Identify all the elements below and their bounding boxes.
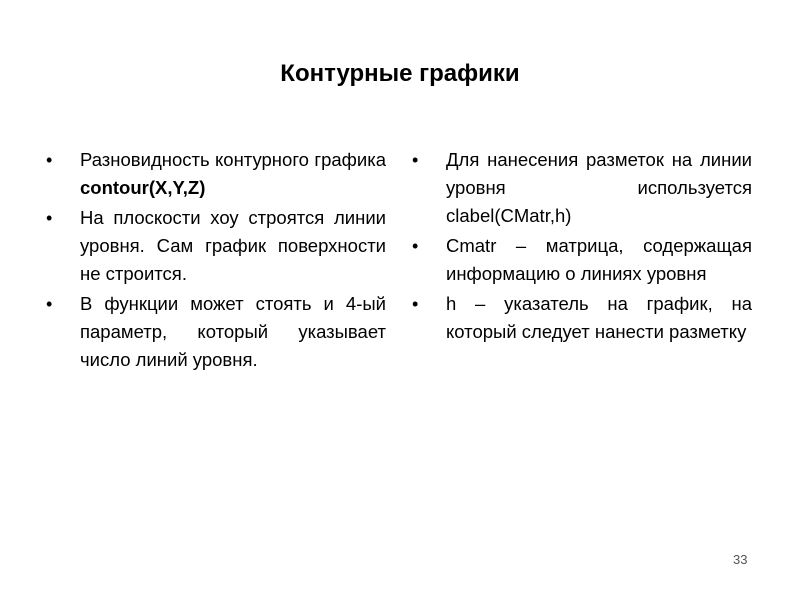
left-bullet-list xyxy=(46,146,386,376)
list-item: • h – указатель на график, на который следует нанести разметку xyxy=(446,290,752,346)
function-name: contour(X,Y,Z) xyxy=(80,177,206,198)
bullet-icon: • xyxy=(412,150,419,170)
bullet-icon: • xyxy=(46,208,53,228)
bullet-icon: • xyxy=(412,236,419,256)
list-item: • Разновидность контурного графика contour(X,Y,Z) xyxy=(80,146,386,202)
list-item: • Для нанесения разметок на линии уровня используется clabel(CMatr,h) xyxy=(446,146,752,230)
slide-title: Контурные графики xyxy=(280,60,520,87)
bullet-icon: • xyxy=(412,294,419,314)
list-item: • В функции может стоять и 4-ый параметр, который указывает число линий уровня. xyxy=(80,290,386,374)
page-number: 33 xyxy=(733,552,748,567)
bullet-icon: • xyxy=(46,150,53,170)
list-item: • На плоскости хоу строятся линии уровня. Сам график поверхности не строится. xyxy=(80,204,386,288)
right-bullet-list xyxy=(412,146,752,348)
bullet-icon: • xyxy=(46,294,53,314)
list-item: • Cmatr – матрица, содержащая информацию о линиях уровня xyxy=(446,232,752,288)
